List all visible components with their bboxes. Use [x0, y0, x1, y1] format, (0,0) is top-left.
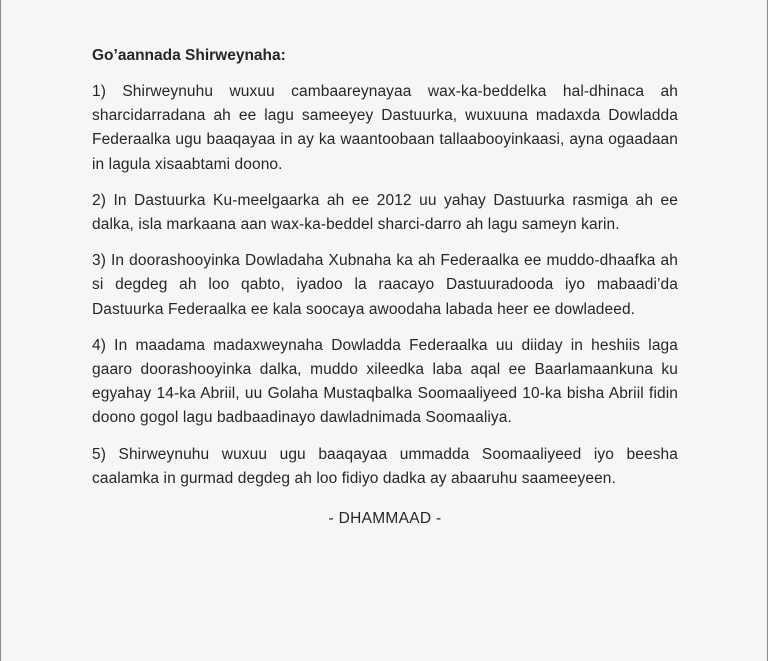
paragraph-4: 4) In maadama madaxweynaha Dowladda Federaalka uu diiday in heshiis laga gaaro doorashooyinka dalka, muddo xileedka laba aqal ee Baarlamaankuna ku egyahay 14-ka Abriil, uu Golaha Mustaqbalka Soomaaliyeed 10-ka bisha Abriil fidin doono gogol lagu badbaadinayo dawladnimada Soomaaliya.	[92, 336, 678, 427]
document-heading: Go’aannada Shirweynaha:	[92, 47, 286, 64]
paragraph-3: 3) In doorashooyinka Dowladaha Xubnaha ka ah Federaalka ee muddo-dhaafka ah si degdeg ah loo qabto, iyadoo la raacayo Dastuuradooda iyo mabaadi’da Dastuurka Federaalka ee kala soocaya awoodaha labada heer ee dowladeed.	[92, 252, 678, 318]
document-footer: - DHAMMAAD -	[328, 510, 442, 528]
left-border	[0, 0, 1, 661]
document-body	[92, 44, 678, 531]
paragraph-2: 2) In Dastuurka Ku-meelgaarka ah ee 2012 uu yahay Dastuurka rasmiga ah ee dalka, isla markaana aan wax-ka-beddel sharci-darro ah lagu sameyn karin.	[92, 191, 678, 234]
paragraph-1: 1) Shirweynuhu wuxuu cambaareynayaa wax-ka-beddelka hal-dhinaca ah sharcidarradana ah ee lagu sameeyey Dastuurka, wuxuuna madaxda Dowladda Federaalka ugu baaqayaa in ay ka waantoobaan tallaabooyinkaasi, ayna ogaadaan in lagula xisaabtami doono.	[92, 83, 678, 173]
paragraph-5: 5) Shirweynuhu wuxuu ugu baaqayaa ummadda Soomaaliyeed iyo beesha caalamka in gurmad degdeg ah loo fidiyo dadka ay abaaruhu saameeyeen.	[92, 445, 678, 487]
